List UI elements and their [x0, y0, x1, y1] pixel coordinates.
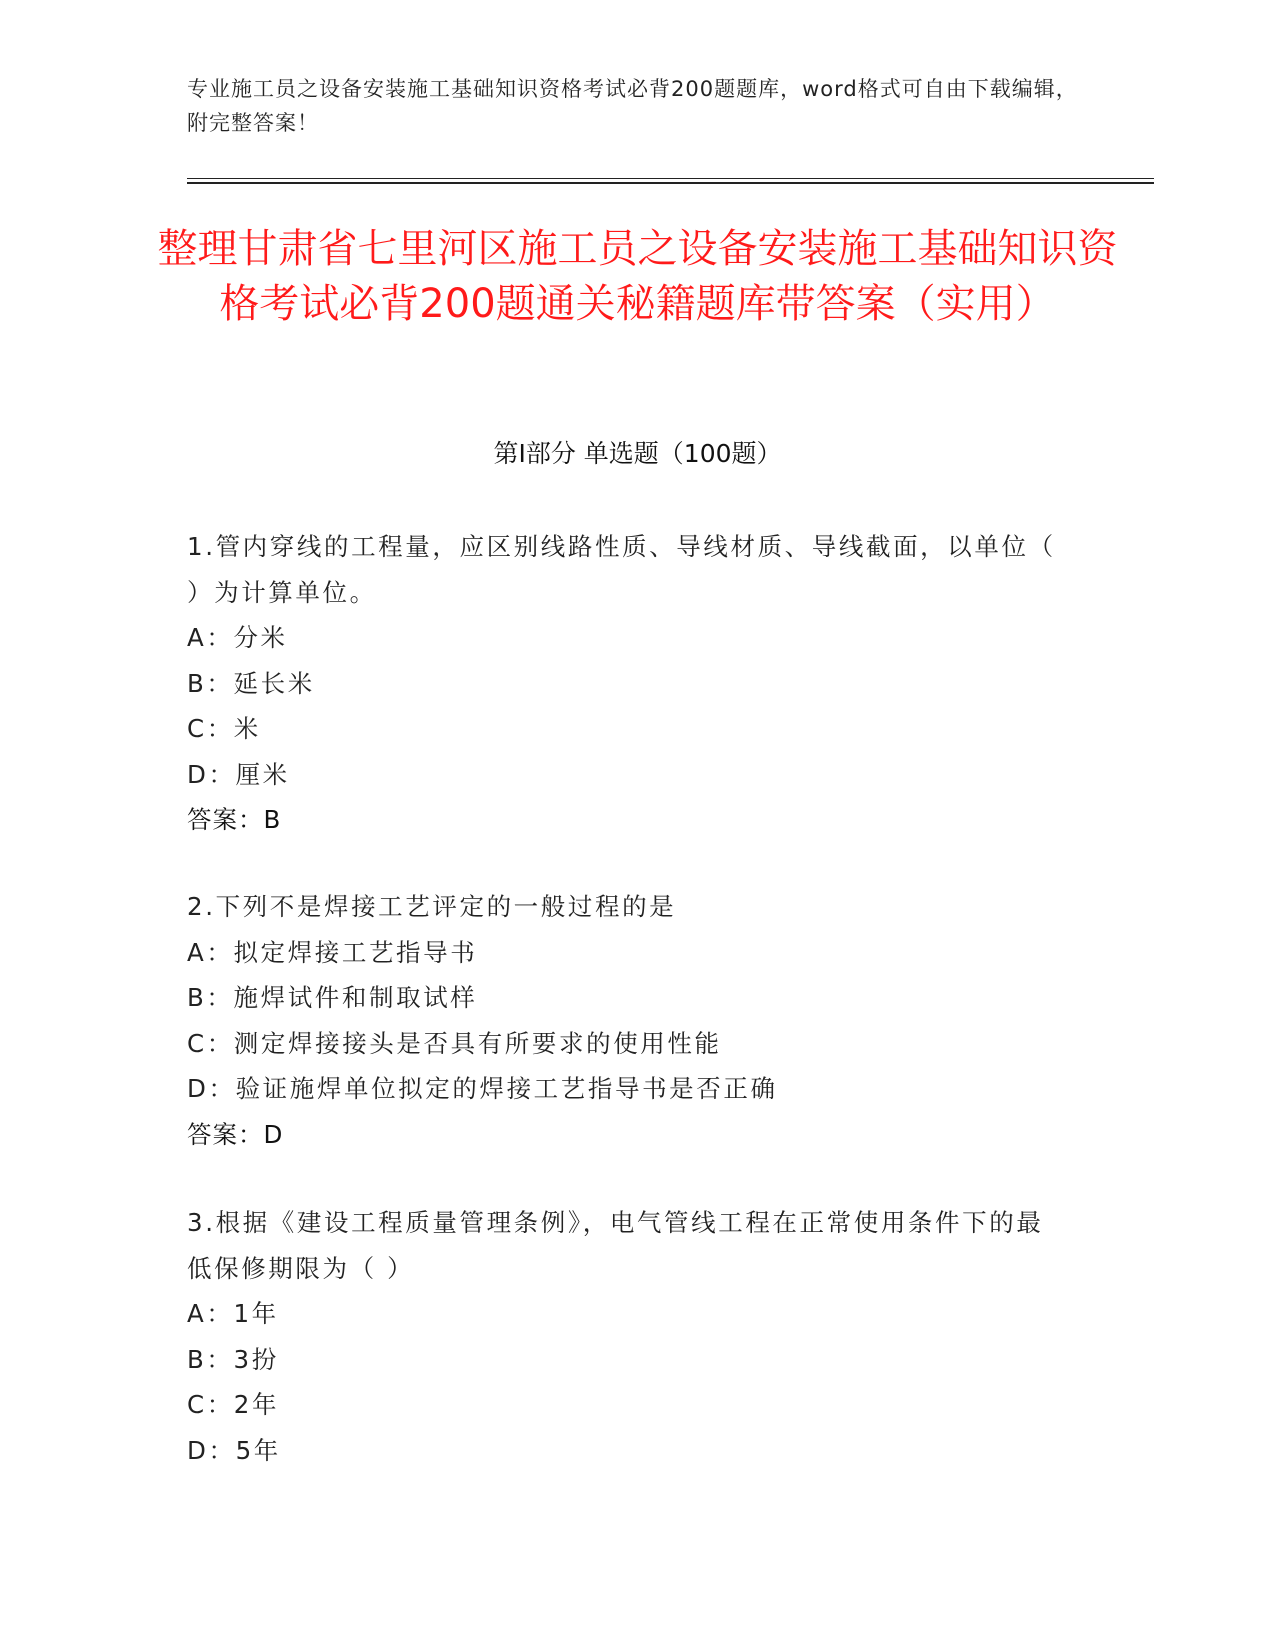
- answer: 答案：D: [187, 1119, 284, 1149]
- question-stem: 2.下列不是焊接工艺评定的一般过程的是: [187, 892, 677, 921]
- option-a: A：1年: [187, 1299, 279, 1328]
- option-a: A：拟定焊接工艺指导书: [187, 937, 478, 967]
- document-title: 整理甘肃省七里河区施工员之设备安装施工基础知识资格考试必背200题通关秘籍题库带答案（实用）: [157, 226, 1118, 327]
- option-c: C：米: [187, 714, 261, 743]
- question-stem: 3.根据《建设工程质量管理条例》，电气管线工程在正常使用条件下的最低保修期限为（ ）: [187, 1208, 1044, 1283]
- question-1: [187, 524, 1067, 843]
- header-divider-thick: [187, 182, 1154, 184]
- option-d: D：5年: [187, 1435, 281, 1465]
- question-3: [187, 1200, 1067, 1473]
- option-b: B：3扮: [187, 1344, 279, 1374]
- header-note: 专业施工员之设备安装施工基础知识资格考试必背200题题库，word格式可自由下载编辑，附完整答案！: [187, 77, 1078, 135]
- option-a: A：分米: [187, 623, 288, 652]
- question-2: [187, 884, 1067, 1157]
- option-c: C：2年: [187, 1390, 280, 1419]
- section-title: 第Ⅰ部分 单选题（100题）: [493, 439, 782, 468]
- option-d: D：厘米: [187, 759, 290, 789]
- option-b: B：延长米: [187, 668, 315, 698]
- option-c: C：测定焊接接头是否具有所要求的使用性能: [187, 1028, 722, 1058]
- option-d: D：验证施焊单位拟定的焊接工艺指导书是否正确: [187, 1074, 778, 1103]
- question-stem: 1.管内穿线的工程量，应区别线路性质、导线材质、导线截面，以单位（ ）为计算单位。: [187, 532, 1056, 607]
- header-divider-thin: [187, 178, 1154, 179]
- answer: 答案：B: [187, 805, 282, 834]
- option-b: B：施焊试件和制取试样: [187, 983, 478, 1012]
